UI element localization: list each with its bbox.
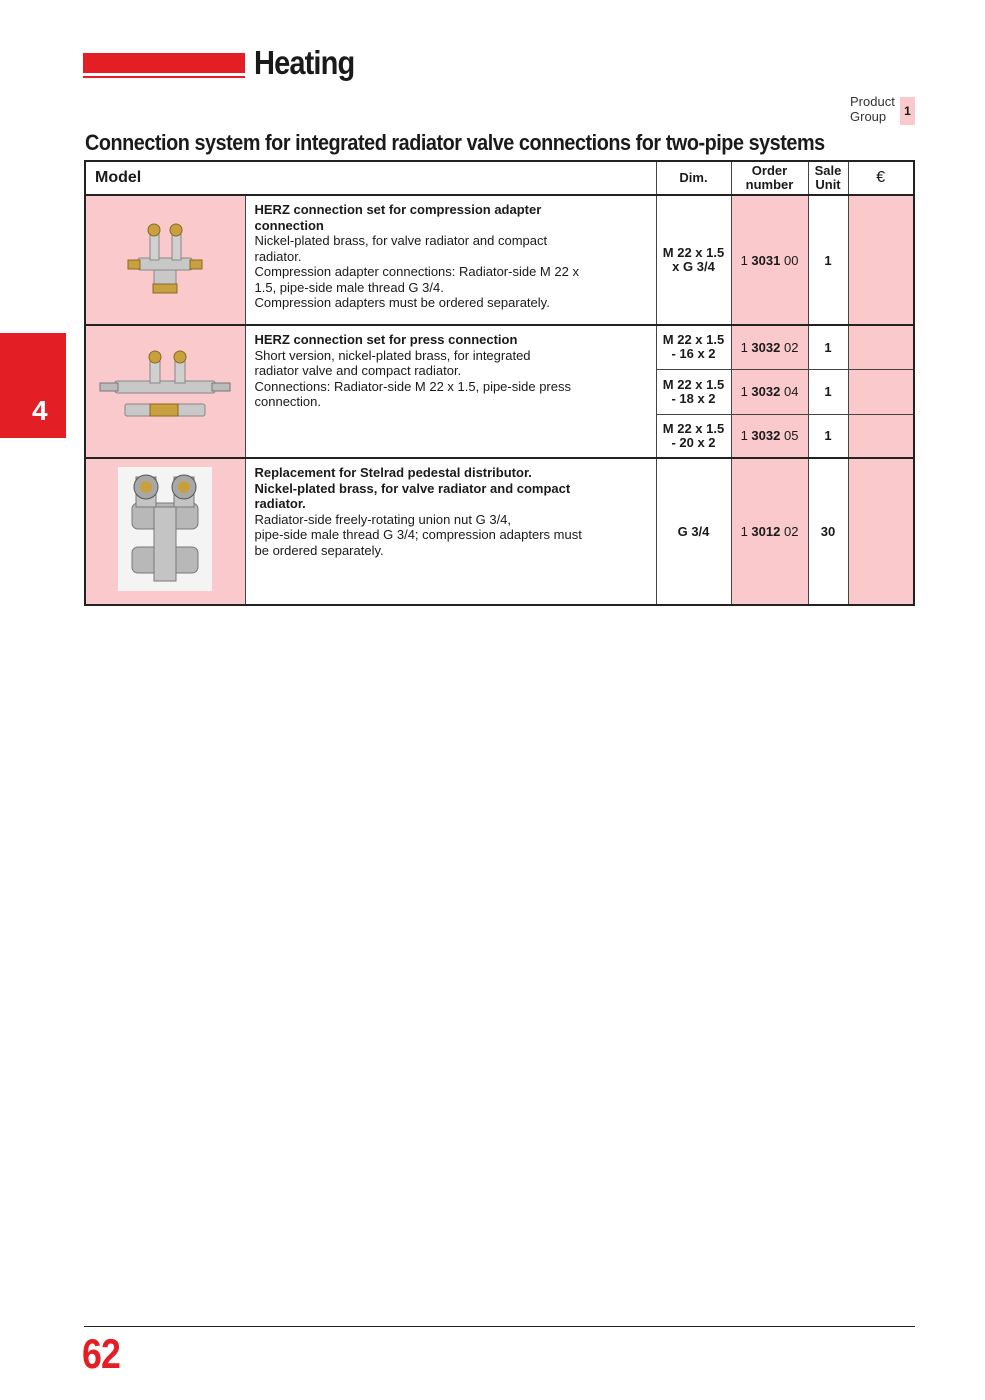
product-group-badge: 1	[900, 97, 915, 125]
col-header-dim: Dim.	[656, 161, 731, 195]
col-header-model: Model	[85, 161, 656, 195]
sale-unit-cell: 1	[808, 325, 848, 369]
sale-unit-cell: 1	[808, 414, 848, 458]
price-cell	[848, 458, 914, 605]
dim-cell: M 22 x 1.5 - 20 x 2	[656, 414, 731, 458]
order-number-cell: 1 3031 00	[731, 195, 808, 325]
order-number-cell: 1 3012 02	[731, 458, 808, 605]
product-description: HERZ connection set for press connection Short version, nickel-plated brass, for integrated radiator valve and compact radiator. Connections: Radiator-side M 22 x 1.5, pipe-side press connection.	[245, 325, 656, 458]
dim-cell: M 22 x 1.5 - 16 x 2	[656, 325, 731, 369]
table-row	[85, 458, 914, 605]
header-accent-line	[83, 76, 245, 78]
page-heading: Connection system for integrated radiator valve connections for two-pipe systems	[85, 130, 825, 155]
product-table	[84, 160, 915, 606]
order-number-cell: 1 3032 04	[731, 369, 808, 414]
price-cell	[848, 325, 914, 369]
dim-cell: M 22 x 1.5 - 18 x 2	[656, 369, 731, 414]
table-header-row	[85, 161, 914, 195]
price-cell	[848, 414, 914, 458]
sale-unit-cell: 30	[808, 458, 848, 605]
header-accent-bar	[83, 53, 245, 73]
product-image-press-set	[85, 325, 245, 458]
dim-cell: M 22 x 1.5 x G 3/4	[656, 195, 731, 325]
page-number: 62	[82, 1330, 121, 1377]
product-image-compression-set	[85, 195, 245, 325]
table-row	[85, 195, 914, 325]
product-image-stelrad-distributor	[85, 458, 245, 605]
order-number-cell: 1 3032 02	[731, 325, 808, 369]
product-description: Replacement for Stelrad pedestal distributor. Nickel-plated brass, for valve radiator and compact radiator. Radiator-side freely-rotating union nut G 3/4, pipe-side male thread G 3/4; compression adapters must be ordered separately.	[245, 458, 656, 605]
footer-rule	[84, 1326, 915, 1327]
order-number-cell: 1 3032 05	[731, 414, 808, 458]
sale-unit-cell: 1	[808, 195, 848, 325]
price-cell	[848, 195, 914, 325]
table-row	[85, 325, 914, 369]
section-title: Heating	[254, 44, 355, 81]
product-group-label: Product Group	[850, 94, 895, 124]
col-header-price: €	[848, 161, 914, 195]
price-cell	[848, 369, 914, 414]
product-description: HERZ connection set for compression adapter connection Nickel-plated brass, for valve radiator and compact radiator. Compression adapter connections: Radiator-side M 22 x 1.5, pipe-side male thread G 3/4. Compression adapters must be ordered separately.	[245, 195, 656, 325]
dim-cell: G 3/4	[656, 458, 731, 605]
chapter-tab: 4	[0, 333, 66, 438]
sale-unit-cell: 1	[808, 369, 848, 414]
col-header-order: Order number	[731, 161, 808, 195]
col-header-unit: Sale Unit	[808, 161, 848, 195]
